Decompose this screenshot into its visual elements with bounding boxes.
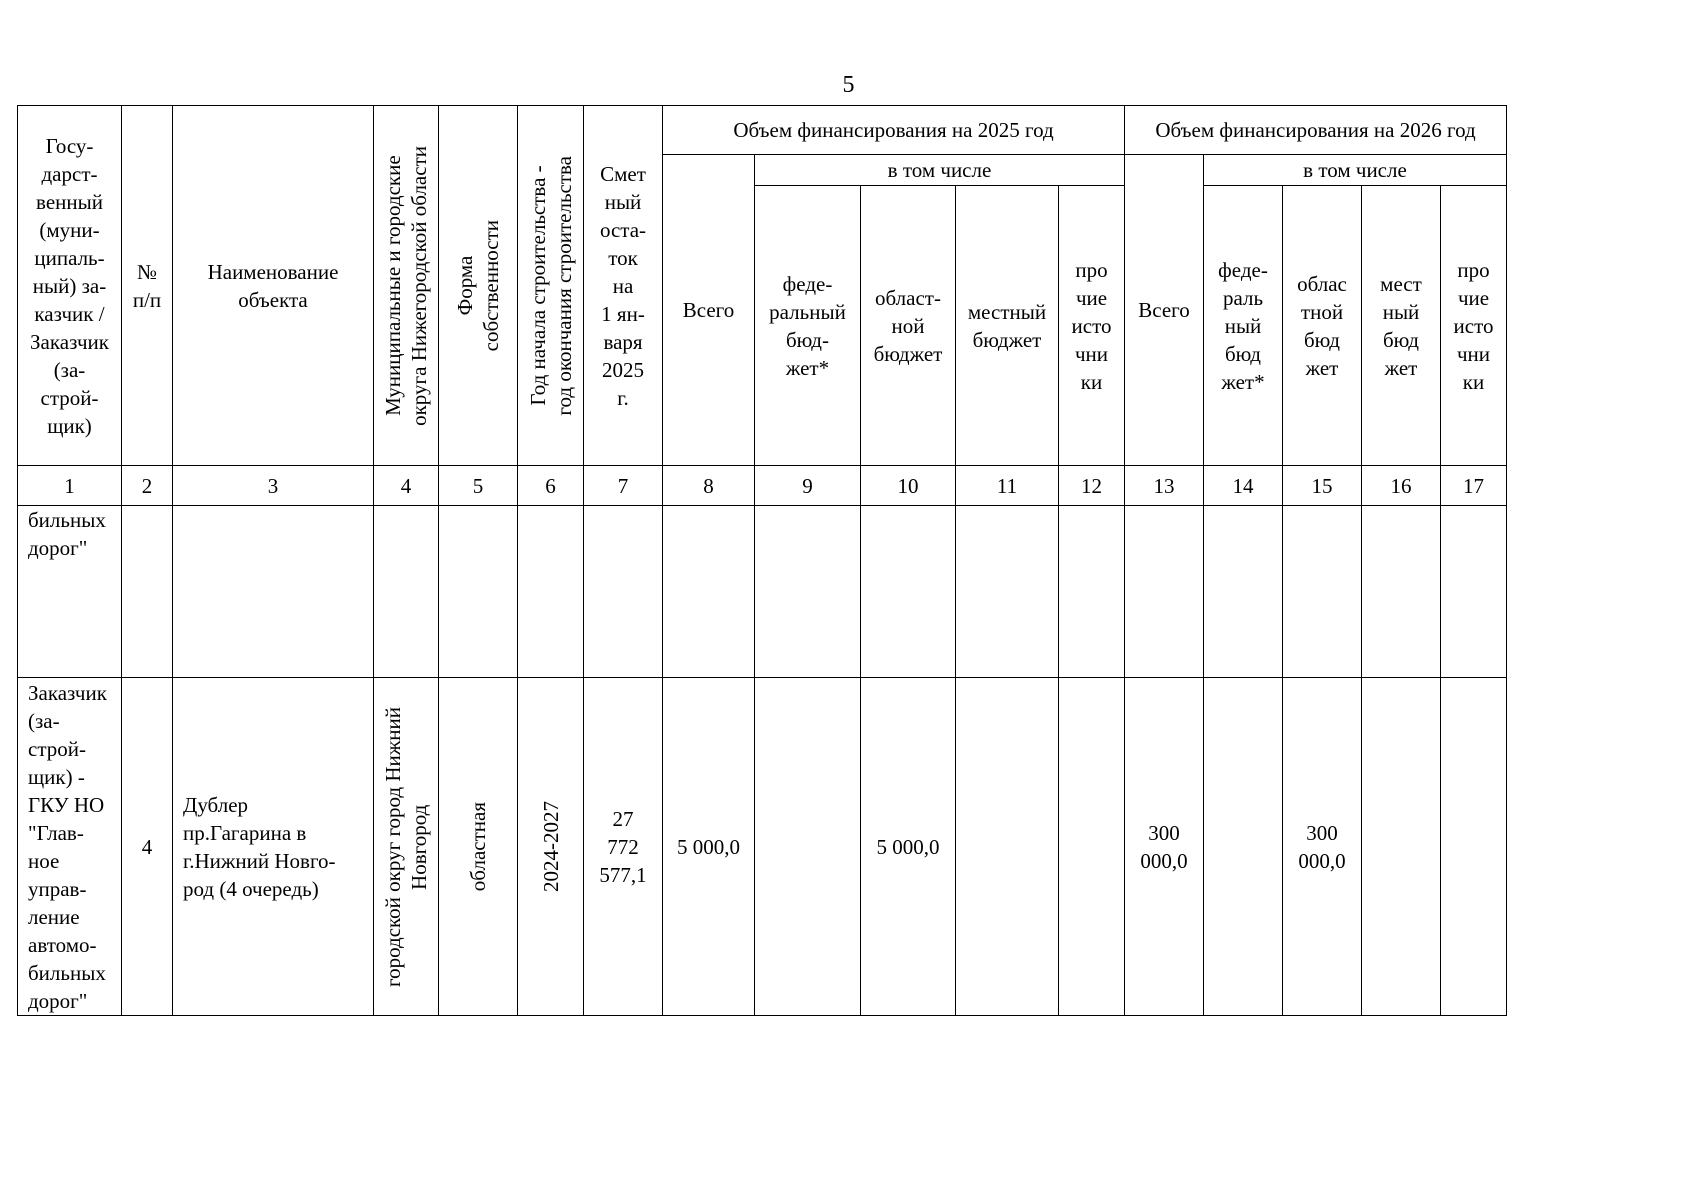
column-number: 6 (518, 466, 584, 506)
column-number: 8 (663, 466, 755, 506)
cell-empty (374, 506, 439, 678)
column-number: 12 (1059, 466, 1125, 506)
column-number: 3 (173, 466, 374, 506)
cell-customer: Заказчик (за- строй- щик) - ГКУ НО "Глав- ное управ- ление автомо- бильных дорог" (18, 678, 122, 1016)
column-number: 7 (584, 466, 663, 506)
cell-empty (1362, 506, 1441, 678)
header-years: Год начала строительства - год окончания строительства (525, 155, 576, 416)
header-federal-2026: феде- раль ный бюд жет* (1204, 186, 1283, 466)
header-regional-2025: област- ной бюджет (861, 186, 956, 466)
cell-other-2026 (1441, 678, 1507, 1016)
cell-empty (1283, 506, 1362, 678)
cell-federal-2026 (1204, 678, 1283, 1016)
header-row-1 (18, 106, 1507, 155)
financing-table (17, 105, 1507, 1016)
cell-num: 4 (122, 678, 173, 1016)
header-funding-2026: Объем финансирования на 2026 год (1125, 106, 1507, 155)
cell-total-2025: 5 000,0 (663, 678, 755, 1016)
cell-empty (518, 506, 584, 678)
header-total-2026: Всего (1125, 155, 1204, 466)
header-customer: Госу- дарст- венный (муни- ципаль- ный) за- казчик / Заказчик (за- строй- щик) (18, 106, 122, 466)
header-municipality-cell (374, 106, 439, 466)
header-regional-2026: облас тной бюд жет (1283, 186, 1362, 466)
cell-regional-2025: 5 000,0 (861, 678, 956, 1016)
header-including-2026: в том числе (1204, 155, 1507, 186)
table-row (18, 506, 1507, 678)
cell-municipality-cell (374, 678, 439, 1016)
column-number-row (18, 466, 1507, 506)
cell-empty (1059, 506, 1125, 678)
column-number: 9 (755, 466, 861, 506)
cell-local-2026 (1362, 678, 1441, 1016)
cell-empty (584, 506, 663, 678)
column-number: 1 (18, 466, 122, 506)
cell-empty (439, 506, 518, 678)
column-number: 16 (1362, 466, 1441, 506)
header-estimate: Смет ный оста- ток на 1 ян- варя 2025 г. (584, 106, 663, 466)
header-federal-2025: феде- ральный бюд- жет* (755, 186, 861, 466)
page-number: 5 (842, 72, 855, 98)
cell-municipality: городской округ город Нижний Новгород (381, 706, 431, 987)
cell-empty (1125, 506, 1204, 678)
cell-empty (122, 506, 173, 678)
column-number: 5 (439, 466, 518, 506)
cell-empty (861, 506, 956, 678)
cell-estimate: 27 772 577,1 (584, 678, 663, 1016)
header-object-name: Наименование объекта (173, 106, 374, 466)
header-num: № п/п (122, 106, 173, 466)
header-municipality: Муниципальные и городские округа Нижегородской области (381, 145, 431, 426)
column-number: 10 (861, 466, 956, 506)
header-other-2025: про чие исто чни ки (1059, 186, 1125, 466)
header-other-2026: про чие исто чни ки (1441, 186, 1507, 466)
cell-empty (663, 506, 755, 678)
cell-federal-2025 (755, 678, 861, 1016)
header-funding-2025: Объем финансирования на 2025 год (663, 106, 1125, 155)
header-ownership-cell (439, 106, 518, 466)
cell-local-2025 (956, 678, 1059, 1016)
column-number: 15 (1283, 466, 1362, 506)
column-number: 4 (374, 466, 439, 506)
column-number: 2 (122, 466, 173, 506)
header-ownership: Форма собственности (453, 219, 503, 352)
column-number: 11 (956, 466, 1059, 506)
cell-ownership: областная (466, 801, 490, 892)
header-including-2025: в том числе (755, 155, 1125, 186)
cell-customer: бильных дорог" (18, 506, 122, 678)
header-local-2026: мест ный бюд жет (1362, 186, 1441, 466)
header-local-2025: местный бюджет (956, 186, 1059, 466)
cell-years-cell (518, 678, 584, 1016)
cell-regional-2026: 300 000,0 (1283, 678, 1362, 1016)
cell-total-2026: 300 000,0 (1125, 678, 1204, 1016)
cell-empty (755, 506, 861, 678)
cell-empty (956, 506, 1059, 678)
header-total-2025: Всего (663, 155, 755, 466)
cell-other-2025 (1059, 678, 1125, 1016)
table-row (18, 678, 1507, 1016)
column-number: 14 (1204, 466, 1283, 506)
cell-years: 2024-2027 (538, 801, 563, 892)
cell-object-name: Дублер пр.Гагарина в г.Нижний Новго- род (4 очередь) (173, 678, 374, 1016)
column-number: 13 (1125, 466, 1204, 506)
column-number: 17 (1441, 466, 1507, 506)
cell-empty (173, 506, 374, 678)
cell-ownership-cell (439, 678, 518, 1016)
cell-empty (1441, 506, 1507, 678)
cell-empty (1204, 506, 1283, 678)
header-years-cell (518, 106, 584, 466)
